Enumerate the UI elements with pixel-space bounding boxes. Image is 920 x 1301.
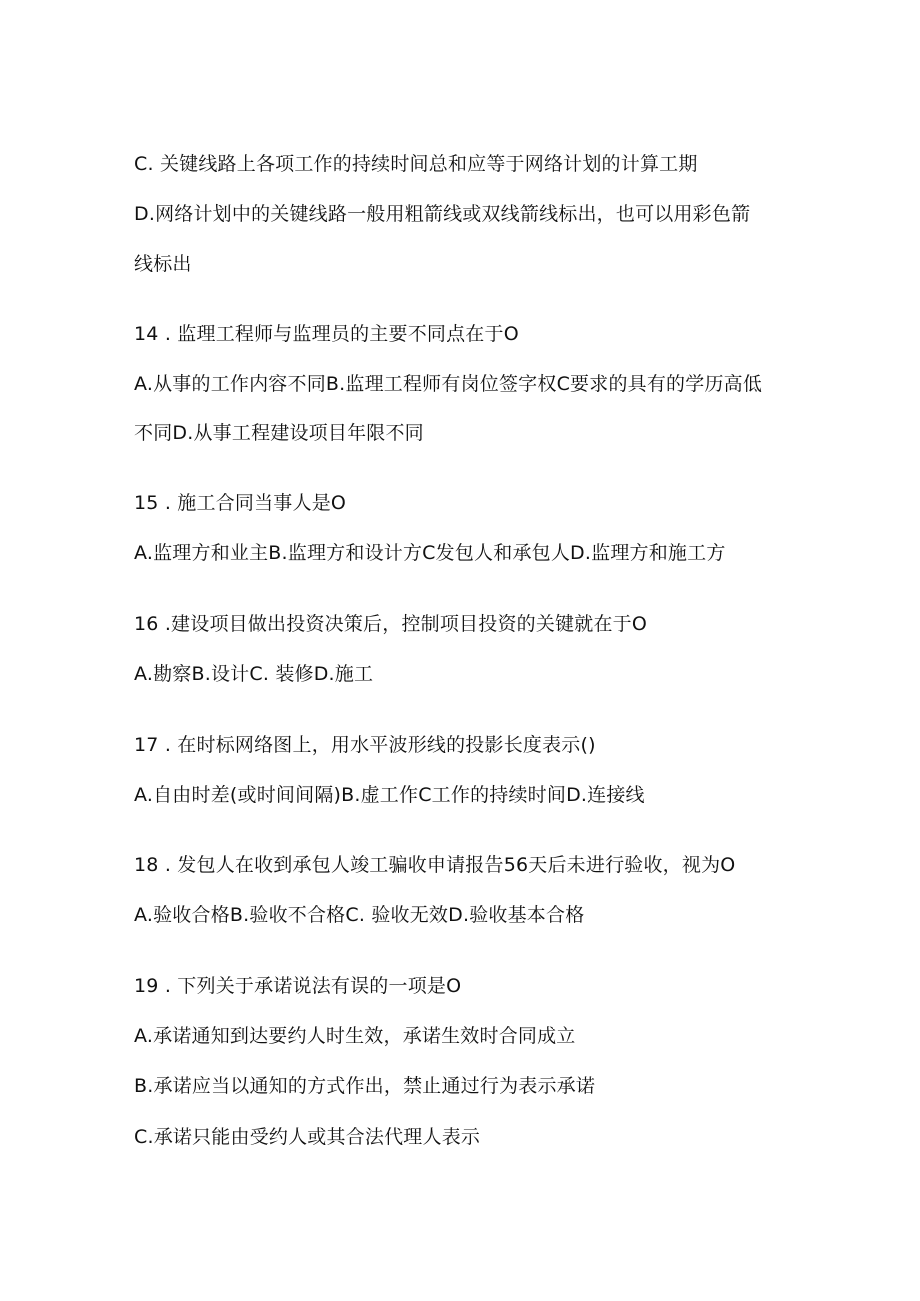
question-14-options: A.从事的工作内容不同B.监理工程师有岗位签字权C要求的具有的学历高低 [134, 373, 763, 395]
question-19-option-a: A.承诺通知到达要约人时生效，承诺生效时合同成立 [134, 1025, 576, 1047]
question-19-option-b: B.承诺应当以通知的方式作出，禁止通过行为表示承诺 [134, 1075, 596, 1097]
question-17: 17 . 在时标网络图上，用水平波形线的投影长度表示() [134, 734, 596, 756]
question-16-options: A.勘察B.设计C. 装修D.施工 [134, 663, 374, 685]
option-d-continuation: 线标出 [134, 253, 192, 275]
question-16: 16 .建设项目做出投资决策后，控制项目投资的关键就在于O [134, 613, 648, 635]
option-d-text: D.网络计划中的关键线路一般用粗箭线或双线箭线标出，也可以用彩色箭 [134, 203, 751, 225]
question-19-option-c: C.承诺只能由受约人或其合法代理人表示 [134, 1126, 481, 1148]
question-18-options: A.验收合格B.验收不合格C. 验收无效D.验收基本合格 [134, 904, 585, 926]
question-15-options: A.监理方和业主B.监理方和设计方C发包人和承包人D.监理方和施工方 [134, 542, 726, 564]
question-15: 15 . 施工合同当事人是O [134, 492, 347, 514]
question-14-options-continuation: 不同D.从事工程建设项目年限不同 [134, 422, 424, 444]
question-19: 19 . 下列关于承诺说法有误的一项是O [134, 975, 462, 997]
option-c-text: C. 关键线路上各项工作的持续时间总和应等于网络计划的计算工期 [134, 153, 698, 175]
question-17-options: A.自由时差(或时间间隔)B.虚工作C工作的持续时间D.连接线 [134, 784, 645, 806]
question-18: 18 . 发包人在收到承包人竣工骗收申请报告56天后未进行验收，视为O [134, 854, 736, 876]
question-14: 14 . 监理工程师与监理员的主要不同点在于O [134, 323, 519, 345]
